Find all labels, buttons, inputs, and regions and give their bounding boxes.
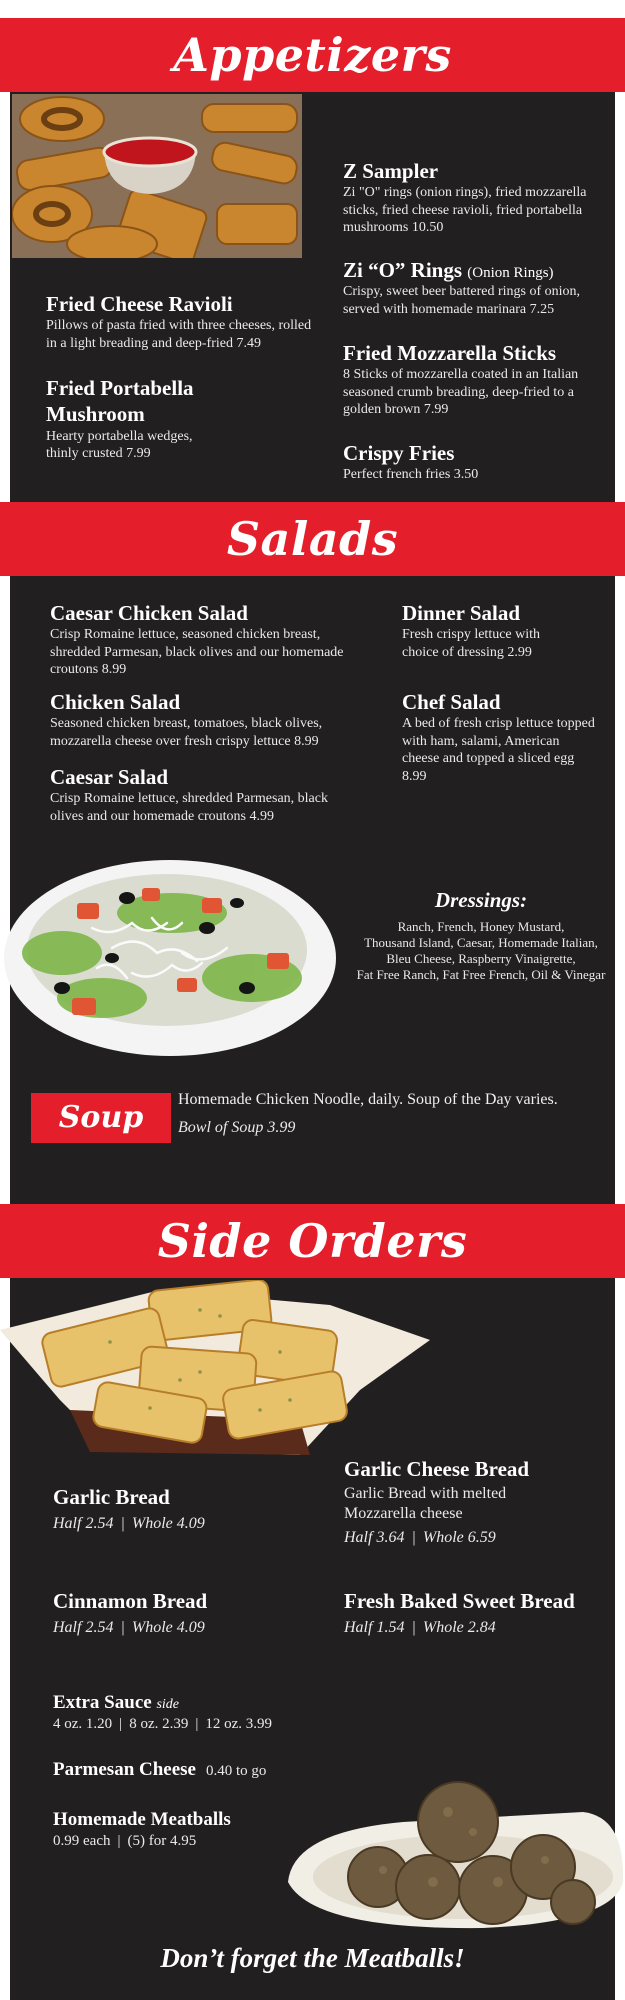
item-name: Z Sampler [343,159,439,183]
appetizer-item [343,440,613,484]
dressings-line: Fat Free Ranch, Fat Free French, Oil & Vinegar [356,967,606,982]
item-note: side [156,1697,179,1712]
soup-label: Soup [58,1100,144,1135]
soup-text: Homemade Chicken Noodle, daily. Soup of the Day varies. [178,1091,558,1108]
salad-item [50,600,370,679]
salad-item [50,764,370,825]
appetizers-banner [0,18,625,92]
price-half: Half 2.54 [53,1619,114,1637]
item-name: Fried Cheese Ravioli [46,292,233,316]
item-name: Chicken Salad [50,690,181,714]
sides-banner [0,1204,625,1278]
item-desc: Fresh crispy lettuce with choice of dressing 2.99 [402,627,541,660]
item-name: Extra Sauce [53,1692,152,1713]
meatballs-tagline: Don’t forget the Meatballs! [160,1943,465,1973]
appetizer-item [46,291,326,352]
separator: | [119,1715,123,1732]
item-name: Caesar Salad [50,765,169,789]
appetizer-item [343,257,618,318]
item-name: Cinnamon Bread [53,1589,208,1613]
item-desc: A bed of fresh crisp lettuce topped with ham, salami, American cheese and topped a sliced egg 8.99 [402,716,595,784]
item-name: Garlic Cheese Bread [344,1457,530,1481]
item-note: (Onion Rings) [467,265,554,281]
separator: | [411,1619,416,1637]
appetizers-heading: Appetizers [173,28,452,82]
price-whole: Whole 4.09 [131,1515,205,1533]
item-name: Fried Mozzarella Sticks [343,341,557,365]
price-five: (5) for 4.95 [127,1832,197,1849]
meatballs-photo [283,1772,625,1932]
item-desc: Crisp Romaine lettuce, shredded Parmesan, black olives and our homemade croutons 4.99 [50,791,328,824]
item-desc: Pillows of pasta fried with three cheeses, rolled in a light breading and deep-fried 7.49 [46,318,312,351]
item-name: Chef Salad [402,690,501,714]
appetizer-item [343,340,613,419]
side-item-garlic-bread [53,1484,293,1534]
separator: | [117,1832,121,1849]
item-name: Fresh Baked Sweet Bread [344,1589,575,1613]
item-name: Dinner Salad [402,601,521,625]
price-half: Half 2.54 [53,1515,114,1533]
side-item-sweet-bread [344,1588,619,1638]
item-name: Parmesan Cheese [53,1759,196,1780]
price-half: Half 1.54 [344,1619,405,1637]
item-name: Garlic Bread [53,1485,170,1509]
item-price: 0.40 to go [206,1763,267,1779]
soup-price: Bowl of Soup 3.99 [178,1119,296,1136]
item-name: Zi “O” Rings [343,258,463,282]
price-half: Half 3.64 [344,1529,405,1547]
separator: | [120,1619,125,1637]
price-whole: Whole 6.59 [422,1529,496,1547]
bread-photo [0,1280,435,1460]
item-desc: 8 Sticks of mozzarella coated in an Italian seasoned crumb breading, deep-fried to a golden brown 7.99 [343,367,579,418]
side-item-extra-sauce [53,1691,353,1734]
appetizers-photo [12,94,302,258]
item-desc: Crisp Romaine lettuce, seasoned chicken breast, shredded Parmesan, black olives and our homemade croutons 8.99 [50,627,344,678]
salad-photo [2,858,342,1063]
item-desc: Garlic Bread with melted Mozzarella cheese [344,1485,507,1523]
side-item-cinnamon-bread [53,1588,293,1638]
separator: | [411,1529,416,1547]
item-desc: Seasoned chicken breast, tomatoes, black olives, mozzarella cheese over fresh crispy lettuce 8.99 [50,716,323,749]
item-desc: Zi "O" rings (onion rings), fried mozzarella sticks, fried cheese ravioli, fried portabella mushrooms 10.50 [343,185,587,236]
item-name: Crispy Fries [343,441,455,465]
price-whole: Whole 2.84 [422,1619,496,1637]
dressings-line: Thousand Island, Caesar, Homemade Italian, [364,935,598,950]
dressings-line: Bleu Cheese, Raspberry Vinaigrette, [386,951,576,966]
dressings-title: Dressings: [434,888,528,912]
salads-banner [0,502,625,576]
side-item-garlic-cheese-bread [344,1456,614,1548]
separator: | [195,1715,199,1732]
price-whole: Whole 4.09 [131,1619,205,1637]
separator: | [120,1515,125,1533]
item-name: Homemade Meatballs [53,1809,231,1830]
item-desc: Crispy, sweet beer battered rings of onion, served with homemade marinara 7.25 [343,284,581,317]
soup-item [178,1090,608,1138]
price-4oz: 4 oz. 1.20 [53,1715,113,1732]
price-12oz: 12 oz. 3.99 [205,1715,273,1732]
appetizer-item [343,158,613,237]
sides-heading: Side Orders [157,1214,468,1268]
dressings-box [352,888,610,983]
dressings-line: Ranch, French, Honey Mustard, [397,919,565,934]
soup-label-box [31,1093,171,1143]
item-desc: Perfect french fries 3.50 [343,467,479,483]
salad-item [402,689,602,785]
item-name: Fried Portabella Mushroom [46,376,194,427]
item-desc: Hearty portabella wedges, thinly crusted 7.99 [46,428,193,461]
item-name: Caesar Chicken Salad [50,601,248,625]
salad-item [402,600,602,661]
appetizer-item [46,375,296,463]
price-each: 0.99 each [53,1832,111,1849]
salad-item [50,689,370,750]
price-8oz: 8 oz. 2.39 [129,1715,189,1732]
salads-heading: Salads [226,512,399,566]
